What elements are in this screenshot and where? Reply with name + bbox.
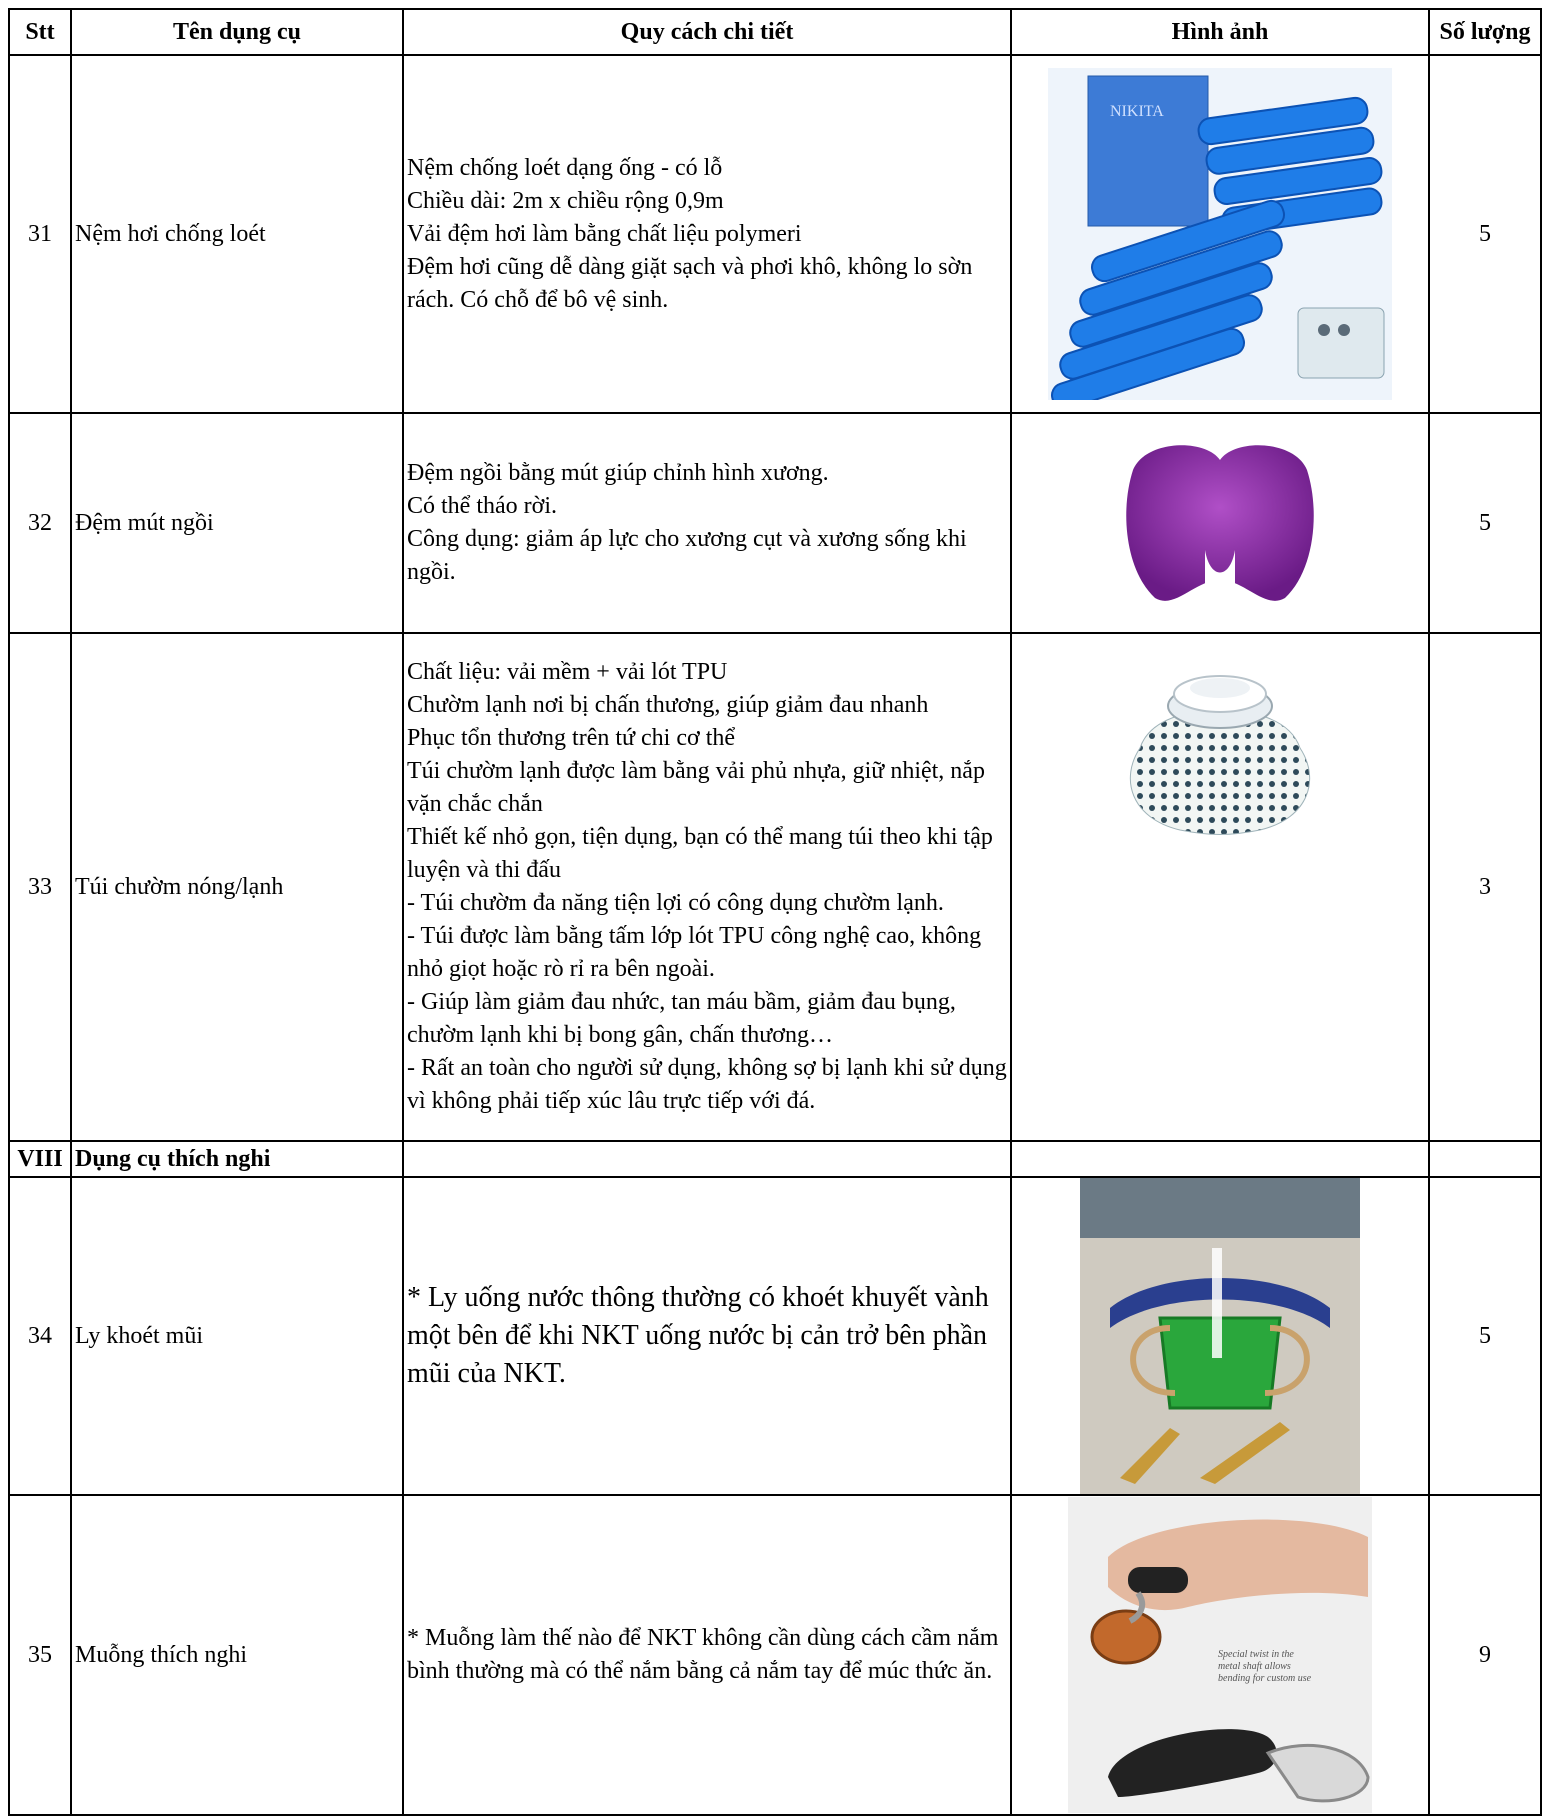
spec-line: * Muỗng làm thế nào để NKT không cần dùng cách cầm nắm bình thường mà có thể nắm bằng cả nắm tay để múc thức ăn. <box>407 1625 999 1684</box>
row-stt: 32 <box>9 413 71 633</box>
header-image: Hình ảnh <box>1011 9 1429 55</box>
spec-line: - Túi được làm bằng tấm lớp lót TPU công nghệ cao, không nhỏ giọt hoặc rò rỉ ra bên ngoài. <box>407 923 982 982</box>
spec-line: Công dụng: giảm áp lực cho xương cụt và xương sống khi ngồi. <box>407 526 967 585</box>
caption-line: Special twist in the <box>1218 1649 1294 1660</box>
row-spec <box>403 1495 1011 1815</box>
row-name: Đệm mút ngồi <box>71 413 403 633</box>
header-row <box>9 9 1541 55</box>
spec-line: - Túi chườm đa năng tiện lợi có công dụng chườm lạnh. <box>407 890 944 916</box>
row-qty: 9 <box>1429 1495 1541 1815</box>
row-name: Ly khoét mũi <box>71 1177 403 1495</box>
row-qty: 3 <box>1429 633 1541 1141</box>
row-stt: 31 <box>9 55 71 413</box>
row-stt: 35 <box>9 1495 71 1815</box>
row-stt: 34 <box>9 1177 71 1495</box>
row-qty: 5 <box>1429 413 1541 633</box>
header-name: Tên dụng cụ <box>71 9 403 55</box>
adaptive-spoon-photo <box>1068 1497 1372 1813</box>
row-spec <box>403 1177 1011 1495</box>
row-name: Nệm hơi chống loét <box>71 55 403 413</box>
header-stt: Stt <box>9 9 71 55</box>
spec-line: Chườm lạnh nơi bị chấn thương, giúp giảm đau nhanh <box>407 692 929 718</box>
equipment-table <box>8 8 1542 1816</box>
spec-line: Nệm chống loét dạng ống - có lỗ <box>407 154 723 181</box>
row-name: Túi chườm nóng/lạnh <box>71 633 403 1141</box>
section-row <box>9 1141 1541 1177</box>
cut-out-cup-photo <box>1080 1178 1360 1494</box>
spec-line: Phục tổn thương trên tứ chi cơ thể <box>407 725 736 751</box>
spec-line: * Ly uống nước thông thường có khoét khuyết vành một bên để khi NKT uống nước bị cản trở bên phần mũi của NKT. <box>407 1282 989 1389</box>
brand-label: NIKITA <box>1110 103 1164 120</box>
row-image-cell <box>1011 1177 1429 1495</box>
table-row <box>9 413 1541 633</box>
row-image-cell <box>1011 55 1429 413</box>
air-mattress-photo <box>1048 68 1392 400</box>
header-spec: Quy cách chi tiết <box>403 9 1011 55</box>
row-image-cell <box>1011 413 1429 633</box>
row-qty: 5 <box>1429 55 1541 413</box>
spec-line: Chiều dài: 2m x chiều rộng 0,9m <box>407 187 724 214</box>
row-spec <box>403 633 1011 1141</box>
caption-line: metal shaft allows <box>1218 1661 1291 1672</box>
spec-line: Đệm hơi cũng dễ dàng giặt sạch và phơi khô, không lo sờn rách. Có chỗ để bô vệ sinh. <box>407 253 973 313</box>
header-qty: Số lượng <box>1429 9 1541 55</box>
spec-line: Túi chườm lạnh được làm bằng vải phủ nhựa, giữ nhiệt, nắp vặn chắc chắn <box>407 758 985 817</box>
row-spec <box>403 55 1011 413</box>
section-title: Dụng cụ thích nghi <box>71 1141 403 1177</box>
spec-line: Vải đệm hơi làm bằng chất liệu polymeri <box>407 220 802 247</box>
spec-line: Thiết kế nhỏ gọn, tiện dụng, bạn có thể mang túi theo khi tập luyện và thi đấu <box>407 824 993 883</box>
table-row <box>9 633 1541 1141</box>
row-stt: 33 <box>9 633 71 1141</box>
seat-cushion-photo <box>1115 430 1325 616</box>
spec-line: Chất liệu: vải mềm + vải lót TPU <box>407 659 728 685</box>
spec-line: Đệm ngồi bằng mút giúp chỉnh hình xương. <box>407 460 829 486</box>
caption-line: bending for custom use <box>1218 1673 1312 1684</box>
row-spec <box>403 413 1011 633</box>
section-code: VIII <box>9 1141 71 1177</box>
spec-line: - Rất an toàn cho người sử dụng, không sợ bị lạnh khi sử dụng vì không phải tiếp xúc lâu trực tiếp với đá. <box>407 1055 1007 1114</box>
row-image-cell <box>1011 1495 1429 1815</box>
row-name: Muỗng thích nghi <box>71 1495 403 1815</box>
row-image-cell <box>1011 633 1429 1141</box>
table-row <box>9 1495 1541 1815</box>
table-row <box>9 55 1541 413</box>
spec-line: Có thể tháo rời. <box>407 493 557 519</box>
spec-line: - Giúp làm giảm đau nhức, tan máu bầm, giảm đau bụng, chườm lạnh khi bị bong gân, chấn thương… <box>407 989 956 1048</box>
ice-bag-photo <box>1110 658 1330 838</box>
table-row <box>9 1177 1541 1495</box>
row-qty: 5 <box>1429 1177 1541 1495</box>
